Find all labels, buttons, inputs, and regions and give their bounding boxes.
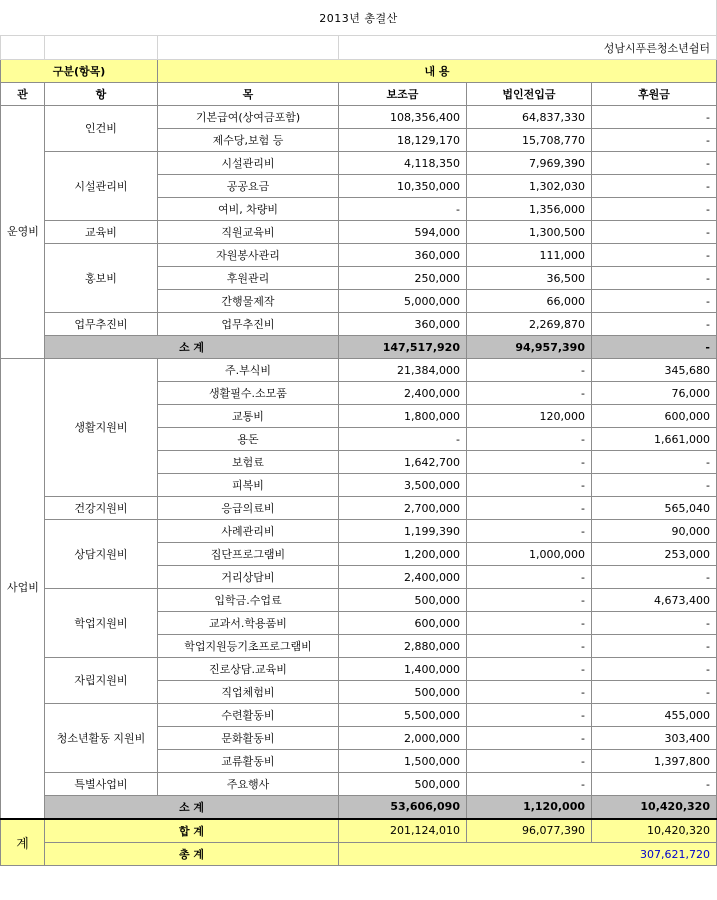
huwon-cell: 345,680 [592, 359, 717, 382]
mok-cell: 제수당,보험 등 [158, 129, 339, 152]
header-mok: 목 [158, 83, 339, 106]
mok-cell: 업무추진비 [158, 313, 339, 336]
table-row [1, 244, 717, 267]
bojo-cell: 3,500,000 [339, 474, 467, 497]
sum-bojo: 201,124,010 [339, 819, 467, 843]
beobin-cell: - [467, 658, 592, 681]
beobin-cell: 64,837,330 [467, 106, 592, 129]
sum-row [1, 819, 717, 843]
beobin-cell: - [467, 566, 592, 589]
beobin-cell: 1,300,500 [467, 221, 592, 244]
mok-cell: 응급의료비 [158, 497, 339, 520]
subtotal-row [1, 336, 717, 359]
beobin-cell: - [467, 359, 592, 382]
huwon-cell: - [592, 313, 717, 336]
bojo-cell: 360,000 [339, 313, 467, 336]
huwon-cell: - [592, 244, 717, 267]
bojo-cell: 1,800,000 [339, 405, 467, 428]
beobin-cell: 66,000 [467, 290, 592, 313]
bojo-cell: 500,000 [339, 589, 467, 612]
header-huwon: 후원금 [592, 83, 717, 106]
bojo-cell: 1,199,390 [339, 520, 467, 543]
bojo-cell: 360,000 [339, 244, 467, 267]
header-naeyong: 내 용 [158, 60, 717, 83]
huwon-cell: 253,000 [592, 543, 717, 566]
huwon-cell: - [592, 451, 717, 474]
subtotal-beobin: 94,957,390 [467, 336, 592, 359]
bojo-cell: 2,400,000 [339, 382, 467, 405]
mok-cell: 여비, 차량비 [158, 198, 339, 221]
beobin-cell: - [467, 497, 592, 520]
mok-cell: 교과서.학용품비 [158, 612, 339, 635]
hang-cell: 자립지원비 [45, 658, 158, 704]
bojo-cell: 4,118,350 [339, 152, 467, 175]
table-row [1, 497, 717, 520]
huwon-cell: - [592, 635, 717, 658]
huwon-cell: 90,000 [592, 520, 717, 543]
huwon-cell: 1,397,800 [592, 750, 717, 773]
huwon-cell: - [592, 152, 717, 175]
huwon-cell: - [592, 267, 717, 290]
organization-name: 성남시푸른청소년쉼터 [339, 36, 717, 60]
beobin-cell: 111,000 [467, 244, 592, 267]
bojo-cell: 2,000,000 [339, 727, 467, 750]
huwon-cell: 455,000 [592, 704, 717, 727]
mok-cell: 후원관리 [158, 267, 339, 290]
huwon-cell: - [592, 198, 717, 221]
subtotal-bojo: 147,517,920 [339, 336, 467, 359]
huwon-cell: - [592, 175, 717, 198]
bojo-cell: 1,500,000 [339, 750, 467, 773]
subtotal-bojo: 53,606,090 [339, 796, 467, 819]
beobin-cell: 1,356,000 [467, 198, 592, 221]
beobin-cell: - [467, 635, 592, 658]
gwan-operating: 운영비 [1, 106, 45, 359]
table-row [1, 313, 717, 336]
huwon-cell: 1,661,000 [592, 428, 717, 451]
beobin-cell: - [467, 681, 592, 704]
bojo-cell: 5,000,000 [339, 290, 467, 313]
bojo-cell: 2,880,000 [339, 635, 467, 658]
huwon-cell: 76,000 [592, 382, 717, 405]
gwan-total: 계 [1, 819, 45, 866]
bojo-cell: 5,500,000 [339, 704, 467, 727]
beobin-cell: - [467, 773, 592, 796]
hang-cell: 생활지원비 [45, 359, 158, 497]
bojo-cell: 594,000 [339, 221, 467, 244]
table-row [1, 520, 717, 543]
bojo-cell: 600,000 [339, 612, 467, 635]
mok-cell: 입학금.수업료 [158, 589, 339, 612]
hang-cell: 업무추진비 [45, 313, 158, 336]
huwon-cell: - [592, 612, 717, 635]
mok-cell: 주.부식비 [158, 359, 339, 382]
huwon-cell: - [592, 658, 717, 681]
hang-cell: 시설관리비 [45, 152, 158, 221]
beobin-cell: - [467, 520, 592, 543]
hang-cell: 건강지원비 [45, 497, 158, 520]
mok-cell: 직원교육비 [158, 221, 339, 244]
beobin-cell: - [467, 704, 592, 727]
subtotal-label: 소 계 [45, 336, 339, 359]
gwan-business: 사업비 [1, 359, 45, 819]
beobin-cell: - [467, 750, 592, 773]
mok-cell: 보험료 [158, 451, 339, 474]
sum-label: 합 계 [45, 819, 339, 843]
bojo-cell: 1,642,700 [339, 451, 467, 474]
sum-beobin: 96,077,390 [467, 819, 592, 843]
huwon-cell: - [592, 474, 717, 497]
mok-cell: 생활필수.소모품 [158, 382, 339, 405]
grand-total-label: 총 계 [45, 843, 339, 866]
bojo-cell: 10,350,000 [339, 175, 467, 198]
huwon-cell: 565,040 [592, 497, 717, 520]
huwon-cell: - [592, 773, 717, 796]
beobin-cell: - [467, 612, 592, 635]
beobin-cell: - [467, 382, 592, 405]
table-row [1, 152, 717, 175]
huwon-cell: - [592, 681, 717, 704]
table-row [1, 106, 717, 129]
hang-cell: 상담지원비 [45, 520, 158, 589]
subtotal-huwon: 10,420,320 [592, 796, 717, 819]
mok-cell: 공공요금 [158, 175, 339, 198]
bojo-cell: 500,000 [339, 681, 467, 704]
mok-cell: 주요행사 [158, 773, 339, 796]
mok-cell: 시설관리비 [158, 152, 339, 175]
header-bojo: 보조금 [339, 83, 467, 106]
hang-cell: 학업지원비 [45, 589, 158, 658]
mok-cell: 사례관리비 [158, 520, 339, 543]
beobin-cell: 2,269,870 [467, 313, 592, 336]
table-row [1, 773, 717, 796]
mok-cell: 기본급여(상여금포함) [158, 106, 339, 129]
sum-huwon: 10,420,320 [592, 819, 717, 843]
beobin-cell: - [467, 428, 592, 451]
hang-cell: 청소년활동 지원비 [45, 704, 158, 773]
mok-cell: 수련활동비 [158, 704, 339, 727]
beobin-cell: 36,500 [467, 267, 592, 290]
huwon-cell: 303,400 [592, 727, 717, 750]
mok-cell: 교통비 [158, 405, 339, 428]
grand-total-value: 307,621,720 [339, 843, 717, 866]
mok-cell: 피복비 [158, 474, 339, 497]
mok-cell: 거리상담비 [158, 566, 339, 589]
mok-cell: 집단프로그램비 [158, 543, 339, 566]
page-title: 2013년 총결산 [1, 1, 717, 36]
mok-cell: 학업지원등기초프로그램비 [158, 635, 339, 658]
bojo-cell: 108,356,400 [339, 106, 467, 129]
huwon-cell: 4,673,400 [592, 589, 717, 612]
subtotal-beobin: 1,120,000 [467, 796, 592, 819]
table-row [1, 359, 717, 382]
header-hang: 항 [45, 83, 158, 106]
mok-cell: 자원봉사관리 [158, 244, 339, 267]
huwon-cell: - [592, 106, 717, 129]
huwon-cell: - [592, 129, 717, 152]
mok-cell: 간행물제작 [158, 290, 339, 313]
beobin-cell: 1,302,030 [467, 175, 592, 198]
grand-total-row [1, 843, 717, 866]
huwon-cell: 600,000 [592, 405, 717, 428]
bojo-cell: 21,384,000 [339, 359, 467, 382]
mok-cell: 진로상담.교육비 [158, 658, 339, 681]
subtotal-label: 소 계 [45, 796, 339, 819]
beobin-cell: 7,969,390 [467, 152, 592, 175]
header-beobin: 법인전입금 [467, 83, 592, 106]
huwon-cell: - [592, 566, 717, 589]
table-row [1, 658, 717, 681]
mok-cell: 용돈 [158, 428, 339, 451]
table-row [1, 221, 717, 244]
bojo-cell: 18,129,170 [339, 129, 467, 152]
hang-cell: 교육비 [45, 221, 158, 244]
beobin-cell: - [467, 474, 592, 497]
subtotal-huwon: - [592, 336, 717, 359]
mok-cell: 교류활동비 [158, 750, 339, 773]
bojo-cell: 2,700,000 [339, 497, 467, 520]
beobin-cell: 1,000,000 [467, 543, 592, 566]
hang-cell: 홍보비 [45, 244, 158, 313]
beobin-cell: - [467, 727, 592, 750]
hang-cell: 인건비 [45, 106, 158, 152]
bojo-cell: 250,000 [339, 267, 467, 290]
huwon-cell: - [592, 221, 717, 244]
bojo-cell: 500,000 [339, 773, 467, 796]
table-row [1, 704, 717, 727]
bojo-cell: 2,400,000 [339, 566, 467, 589]
huwon-cell: - [592, 290, 717, 313]
bojo-cell: 1,200,000 [339, 543, 467, 566]
beobin-cell: - [467, 589, 592, 612]
bojo-cell: - [339, 198, 467, 221]
beobin-cell: 15,708,770 [467, 129, 592, 152]
table-row [1, 589, 717, 612]
hang-cell: 특별사업비 [45, 773, 158, 796]
mok-cell: 직업체험비 [158, 681, 339, 704]
beobin-cell: - [467, 451, 592, 474]
mok-cell: 문화활동비 [158, 727, 339, 750]
subtotal-row [1, 796, 717, 819]
bojo-cell: - [339, 428, 467, 451]
header-gwan: 관 [1, 83, 45, 106]
header-gubun: 구분(항목) [1, 60, 158, 83]
beobin-cell: 120,000 [467, 405, 592, 428]
bojo-cell: 1,400,000 [339, 658, 467, 681]
